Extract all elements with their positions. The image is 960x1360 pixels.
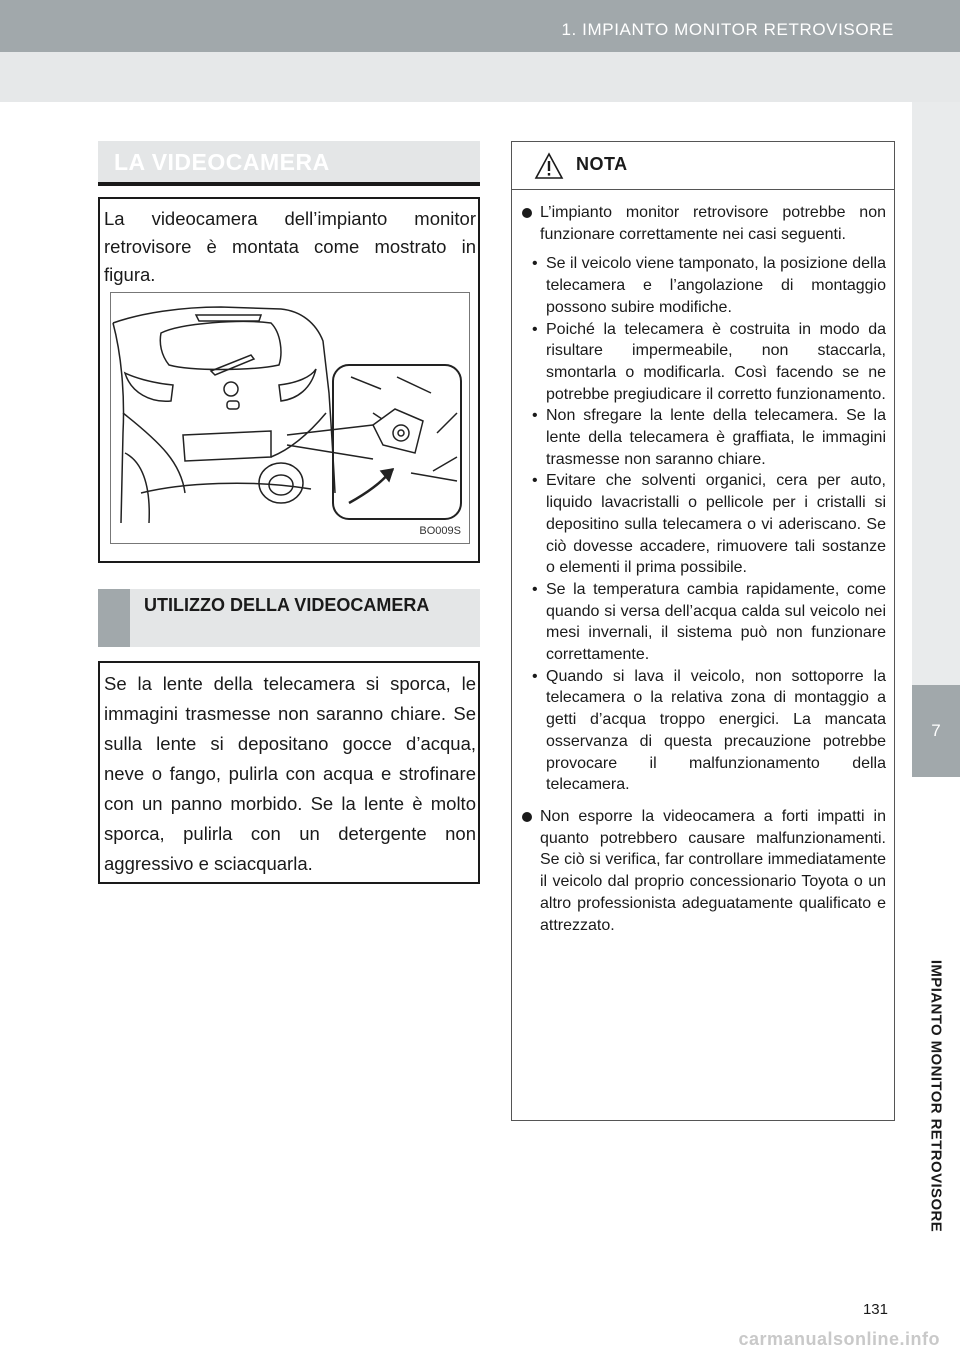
nota-sub-item-text: Poiché la telecamera è costruita in modo da risultare impermeabile, non staccarla, smontarla o modificarla. Così facendo se ne potrebbe pregiudicare il corretto funzionamento. xyxy=(546,320,886,403)
rear-car-illustration xyxy=(111,293,470,544)
nota-sub-item xyxy=(530,405,886,470)
nota-sub-item xyxy=(530,253,886,318)
nota-body xyxy=(522,202,886,936)
warning-icon xyxy=(534,152,564,180)
section-title: UTILIZZO DELLA VIDEOCAMERA xyxy=(144,595,430,615)
figure-code: BO009S xyxy=(419,525,461,537)
nota-sub-item xyxy=(530,579,886,666)
nota-sub-item xyxy=(530,319,886,406)
nota-item-text: L’impianto monitor retrovisore potrebbe non funzionare correttamente nei casi seguenti. xyxy=(540,204,886,243)
chapter-title: 1. IMPIANTO MONITOR RETROVISORE xyxy=(561,20,894,39)
chapter-tab xyxy=(912,685,960,777)
bullet-dot-icon xyxy=(522,812,532,822)
nota-header xyxy=(512,142,894,190)
sub-bullet: • xyxy=(532,580,538,598)
chapter-number: 7 xyxy=(931,721,941,740)
header-subband xyxy=(0,52,960,102)
sub-bullet: • xyxy=(532,407,538,425)
videocamera-text: La videocamera dell’impianto monitor retrovisore è montata come mostrato in figura. xyxy=(104,208,476,285)
nota-sub-list xyxy=(530,253,886,796)
heading-accent-bar xyxy=(98,589,130,647)
section-heading-videocamera xyxy=(98,141,480,186)
nota-sub-item-text: Quando si lava il veicolo, non sottoporre la telecamera o la relativa zona di montaggio a getti d’acqua troppo energici. La mancata osservanza di questa precauzione potrebbe provocare il malfunzionamento della telecamera. xyxy=(546,667,886,794)
section-heading-utilizzo xyxy=(98,589,480,647)
utilizzo-box xyxy=(98,661,480,884)
section-title: LA VIDEOCAMERA xyxy=(114,149,330,175)
header-band xyxy=(0,0,960,52)
nota-item-text: Non esporre la videocamera a forti impatti in quanto potrebbero causare malfunzionamenti. Se ciò si verifica, far controllare immediatamente il veicolo dal proprio concessionario Toyota o un altro professionista adeguatamente qualificato e attrezzato. xyxy=(540,807,886,934)
nota-box xyxy=(511,141,895,1121)
sub-bullet: • xyxy=(532,320,538,338)
sub-bullet: • xyxy=(532,667,538,685)
chapter-side-label: IMPIANTO MONITOR RETROVISORE xyxy=(927,959,945,1233)
bullet-dot-icon xyxy=(522,208,532,218)
nota-title: NOTA xyxy=(576,154,628,174)
side-tab-track xyxy=(912,102,960,685)
page-number: 131 xyxy=(862,1301,888,1318)
utilizzo-text: Se la lente della telecamera si sporca, le immagini trasmesse non saranno chiare. Se sulla lente si depositano gocce d’acqua, neve o fango, pulirla con acqua e strofinare con un panno morbido. Se la lente è molto sporca, pulirla con un detergente non aggressivo e sciacquarla. xyxy=(104,673,476,874)
nota-sub-item-text: Non sfregare la lente della telecamera. Se la lente della telecamera è graffiata, le immagini trasmesse non saranno chiare. xyxy=(546,407,886,468)
sub-bullet: • xyxy=(532,255,538,273)
nota-sub-item-text: Se il veicolo viene tamponato, la posizione della telecamera e l’angolazione di montaggio possono subire modifiche. xyxy=(546,255,886,316)
sub-bullet: • xyxy=(532,472,538,490)
nota-sub-item-text: Evitare che solventi organici, cera per auto, liquido lavacristalli o pellicole per i cristalli si depositino sulla telecamera o vi aderiscano. Se ciò dovesse accadere, rimuovere tali sostanze o elementi il prima possibile. xyxy=(546,472,886,577)
camera-location-figure xyxy=(110,292,470,544)
nota-sub-item xyxy=(530,666,886,796)
nota-item xyxy=(522,202,886,245)
watermark: carmanualsonline.info xyxy=(738,1329,940,1349)
nota-item xyxy=(522,806,886,936)
nota-sub-item-text: Se la temperatura cambia rapidamente, come quando si versa dell’acqua calda sul veicolo nei mesi invernali, il sistema può non funzionare correttamente. xyxy=(546,580,886,664)
nota-sub-item xyxy=(530,470,886,579)
